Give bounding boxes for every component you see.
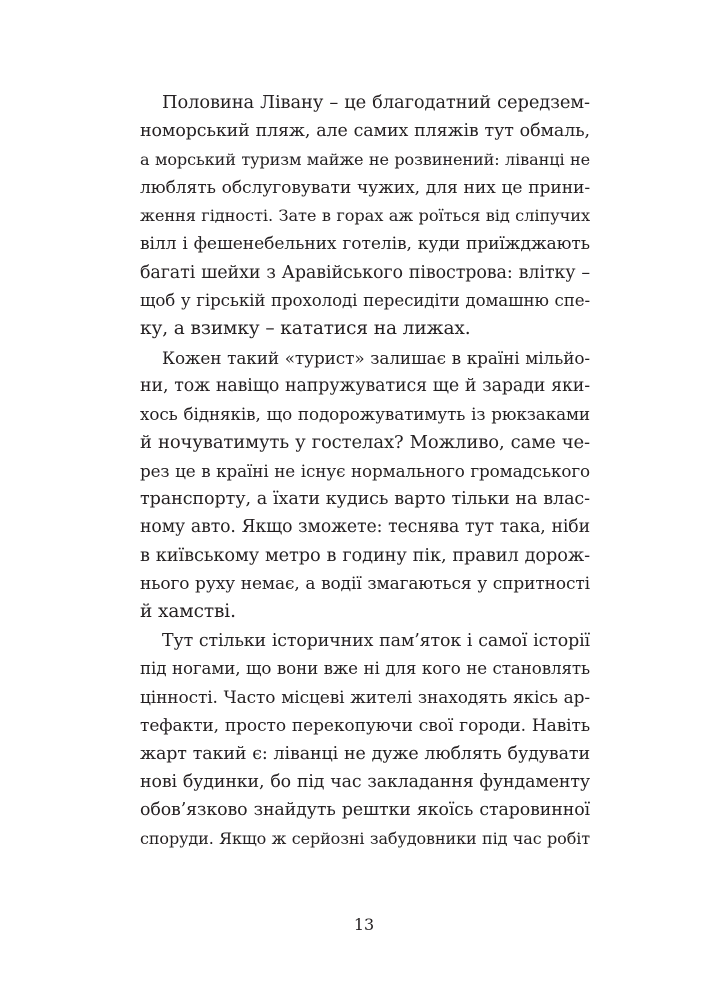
text-line: ку, а взимку – кататися на лижах. xyxy=(140,318,471,340)
text-line: цінності. Часто місцеві жителі знаходять якісь ар- xyxy=(140,687,590,708)
paragraph-3 xyxy=(140,627,590,853)
text-line: жарт такий є: ліванці не дуже люблять будувати xyxy=(140,743,590,764)
text-line: обов’язково знайдуть рештки якоїсь старовинної xyxy=(140,800,590,821)
text-line: нього руху немає, а водії змагаються у спритності xyxy=(140,574,590,595)
text-line: ни, тож навіщо напружуватися ще й заради яки- xyxy=(140,375,590,396)
text-line: Кожен такий «турист» залишає в країні мільйо- xyxy=(162,347,590,368)
text-line: багаті шейхи з Аравійського півострова: влітку – xyxy=(140,262,590,283)
text-line: ження гідності. Зате в горах аж роїться від сліпучих xyxy=(140,206,590,226)
paragraph-1 xyxy=(140,89,590,344)
text-line: в київському метро в годину пік, правил дорож- xyxy=(140,545,590,566)
text-line: вілл і фешенебельних готелів, куди приїжджають xyxy=(140,234,590,255)
paragraph-2 xyxy=(140,344,590,627)
text-line: й хамстві. xyxy=(140,601,236,623)
text-line: рез це в країні не існує нормального громадського xyxy=(140,460,590,481)
text-line: номорський пляж, але самих пляжів тут обмаль, xyxy=(140,121,590,142)
text-line: Половина Лівану – це благодатний середзем- xyxy=(162,92,590,113)
text-line: споруди. Якщо ж серйозні забудовники під час робіт xyxy=(140,828,590,848)
text-line: ному авто. Якщо зможете: теснява тут така, ніби xyxy=(140,517,590,538)
text-line: а морський туризм майже не розвинений: ліванці не xyxy=(140,149,590,169)
text-line: під ногами, що вони вже ні для кого не становлять xyxy=(140,658,590,678)
text-line: хось бідняків, що подорожуватимуть із рюкзаками xyxy=(140,404,590,425)
page-number: 13 xyxy=(353,915,375,934)
text-line: тефакти, просто перекопуючи свої городи. Навіть xyxy=(140,715,590,736)
body-text xyxy=(140,89,590,853)
text-line: транспорту, а їхати кудись варто тільки на влас- xyxy=(140,489,590,510)
text-line: люблять обслуговувати чужих, для них це прини- xyxy=(140,177,590,198)
text-line: щоб у гірській прохолоді пересидіти домашню спе- xyxy=(140,291,590,311)
text-line: й ночуватимуть у гостелах? Можливо, саме че- xyxy=(140,431,590,453)
text-line: нові будинки, бо під час закладання фундаменту xyxy=(140,772,590,793)
text-line: Тут стільки історичних пам’яток і самої історії xyxy=(162,630,590,651)
